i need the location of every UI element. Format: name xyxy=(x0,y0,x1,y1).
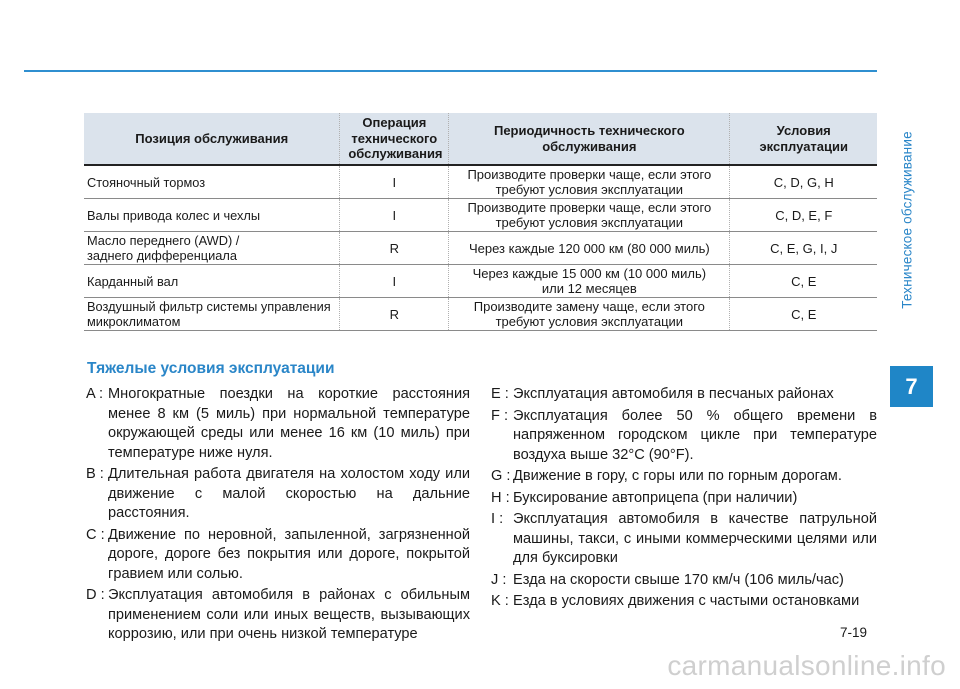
cell-conditions: C, E xyxy=(730,265,877,298)
list-item xyxy=(491,407,877,466)
table-row xyxy=(84,199,877,232)
cell-item: Стояночный тормоз xyxy=(84,165,340,199)
condition-text: Эксплуатация автомобиля в песчаных районах xyxy=(513,386,834,402)
condition-key: E : xyxy=(491,386,509,402)
watermark: carmanualsonline.info xyxy=(667,650,946,681)
conditions-right-column xyxy=(491,385,877,614)
condition-text: Длительная работа двигателя на холостом ходу или движение с малой скоростью на дальние расстояния. xyxy=(108,466,470,521)
header-interval-text: Периодичность технического обслуживания xyxy=(493,123,685,154)
condition-key: D : xyxy=(86,587,105,603)
condition-text: Эксплуатация автомобиля в качестве патрульной машины, такси, с иными коммерческими целями или для буксировки xyxy=(513,511,877,566)
condition-key: J : xyxy=(491,571,507,588)
condition-text: Езда на скорости свыше 170 км/ч (106 миль/час) xyxy=(513,571,844,588)
table-row xyxy=(84,298,877,331)
header-item: Позиция обслуживания xyxy=(84,113,340,165)
cell-conditions: C, D, E, F xyxy=(730,199,877,232)
list-item xyxy=(491,467,877,487)
condition-key: B : xyxy=(86,466,104,482)
list-item xyxy=(86,465,470,524)
header-operation-text: Операция технического обслуживания xyxy=(348,115,443,162)
top-rule xyxy=(24,70,877,72)
cell-item: Карданный вал xyxy=(84,265,340,298)
condition-text: Многократные поездки на короткие расстояния менее 8 км (5 миль) при нормальной температуре окружающей среды или менее 16 км (10 миль) при температуре ниже нуля. xyxy=(108,386,470,461)
condition-key: H : xyxy=(491,489,510,506)
condition-text: Эксплуатация более 50 % общего времени в напряженном городском цикле при температуре воздуха выше 32°C (90°F). xyxy=(513,407,877,463)
conditions-left-column xyxy=(86,385,470,647)
cell-conditions: C, E, G, I, J xyxy=(730,232,877,265)
cell-item: Воздушный фильтр системы управления микроклиматом xyxy=(84,298,340,331)
condition-key: K : xyxy=(491,593,509,609)
header-conditions xyxy=(730,113,877,165)
list-item xyxy=(491,385,877,405)
chapter-side-title xyxy=(890,70,924,370)
chapter-side-title-text: Техническое обслуживание xyxy=(899,131,915,309)
cell-operation: I xyxy=(340,199,449,232)
cell-interval-text: Через каждые 15 000 км (10 000 миль) или 12 месяцев xyxy=(472,266,707,296)
list-item xyxy=(86,526,470,585)
cell-operation: R xyxy=(340,232,449,265)
header-interval xyxy=(449,113,730,165)
cell-interval: Производите проверки чаще, если этого требуют условия эксплуатации xyxy=(449,165,730,199)
table-row xyxy=(84,165,877,199)
list-item xyxy=(491,571,877,591)
condition-key: F : xyxy=(491,407,509,424)
table-header-row xyxy=(84,113,877,165)
cell-item-text: Масло переднего (AWD) / заднего дифференциала xyxy=(87,233,240,263)
cell-interval xyxy=(449,265,730,298)
maintenance-table xyxy=(84,113,877,331)
cell-conditions: C, D, G, H xyxy=(730,165,877,199)
header-conditions-text: Условия эксплуатации xyxy=(759,123,848,154)
cell-operation: R xyxy=(340,298,449,331)
condition-key: A : xyxy=(86,386,104,402)
cell-item: Валы привода колес и чехлы xyxy=(84,199,340,232)
list-item xyxy=(491,489,877,509)
cell-interval: Через каждые 120 000 км (80 000 миль) xyxy=(449,232,730,265)
condition-text: Движение по неровной, запыленной, загрязненной дороге, дороге без покрытия или дороге, покрытой гравием или солью. xyxy=(108,526,470,582)
condition-key: I : xyxy=(491,511,504,527)
cell-operation: I xyxy=(340,265,449,298)
cell-conditions: C, E xyxy=(730,298,877,331)
cell-item xyxy=(84,232,340,265)
condition-text: Движение в гору, с горы или по горным дорогам. xyxy=(513,468,842,484)
condition-text: Буксирование автоприцепа (при наличии) xyxy=(513,489,798,506)
list-item xyxy=(86,586,470,645)
cell-operation: I xyxy=(340,165,449,199)
cell-interval: Производите проверки чаще, если этого требуют условия эксплуатации xyxy=(449,199,730,232)
chapter-number-tab: 7 xyxy=(890,366,933,407)
section-title: Тяжелые условия эксплуатации xyxy=(87,360,335,377)
condition-key: G : xyxy=(491,468,511,484)
condition-text: Езда в условиях движения с частыми остановками xyxy=(513,593,860,609)
table-row xyxy=(84,232,877,265)
condition-key: C : xyxy=(86,526,105,543)
header-operation xyxy=(340,113,449,165)
list-item xyxy=(86,385,470,463)
list-item xyxy=(491,510,877,569)
list-item xyxy=(491,592,877,612)
condition-text: Эксплуатация автомобиля в районах с обильным применением соли или иных веществ, вызывающих коррозию, или при очень низкой температуре xyxy=(108,587,470,642)
table-row xyxy=(84,265,877,298)
cell-interval: Производите замену чаще, если этого требуют условия эксплуатации xyxy=(449,298,730,331)
page-number: 7-19 xyxy=(840,625,868,640)
